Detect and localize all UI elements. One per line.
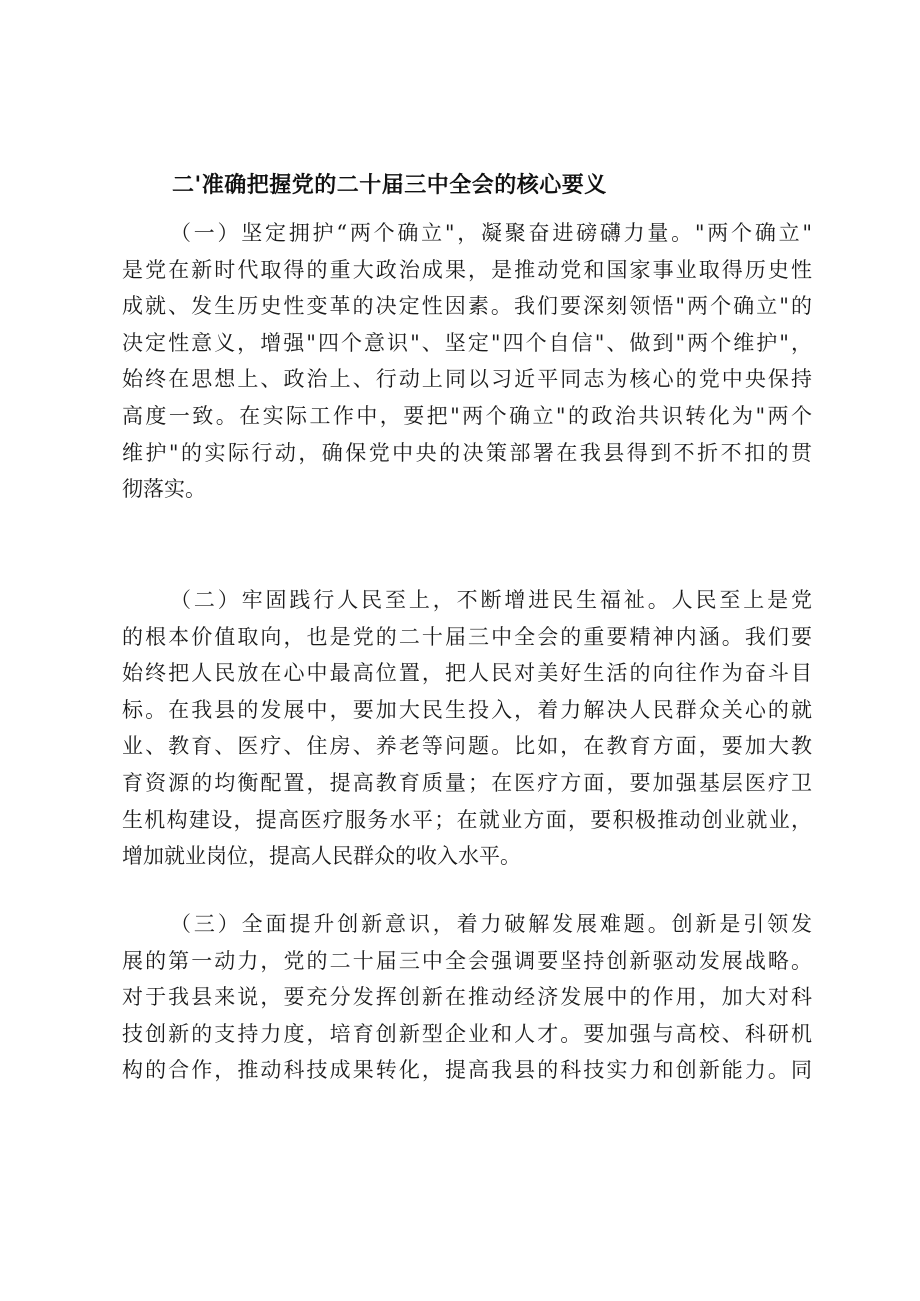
paragraph-line: 决定性意义，增强"四个意识"、坚定"四个自信"、做到"两个维护"， xyxy=(122,330,812,355)
paragraph-1 xyxy=(122,215,812,508)
paragraph-line: 展的第一动力，党的二十届三中全会强调要坚持创新驱动发展战略。 xyxy=(122,948,812,973)
paragraph-line: （一）坚定拥护“两个确立"，凝聚奋进磅礴力量。"两个确立" xyxy=(170,221,812,245)
paragraph-line: 高度一致。在实际工作中，要把"两个确立"的政治共识转化为"两个 xyxy=(122,403,812,428)
paragraph-line: （二）牢固践行人民至上，不断增进民生福祉。人民至上是党 xyxy=(170,588,812,612)
paragraph-line: 增加就业岗位，提高人民群众的收入水平。 xyxy=(122,844,521,869)
paragraph-line: 维护"的实际行动，确保党中央的决策部署在我县得到不折不扣的贯 xyxy=(122,440,812,465)
paragraph-line: 对于我县来说，要充分发挥创新在推动经济发展中的作用，加大对科 xyxy=(122,985,812,1010)
paragraph-line: 业、教育、医疗、住房、养老等问题。比如，在教育方面，要加大教 xyxy=(122,734,812,759)
paragraph-3 xyxy=(122,906,812,1089)
paragraph-line: 始终把人民放在心中最高位置，把人民对美好生活的向往作为奋斗目 xyxy=(122,661,812,686)
section-heading: 二'准确把握党的二十届三中全会的核心要义 xyxy=(172,173,607,198)
paragraph-line: 的根本价值取向，也是党的二十届三中全会的重要精神内涵。我们要 xyxy=(122,624,812,649)
paragraph-line: 技创新的支持力度，培育创新型企业和人才。要加强与高校、科研机 xyxy=(122,1021,812,1046)
paragraph-line: 成就、发生历史性变革的决定性因素。我们要深刻领悟"两个确立"的 xyxy=(122,294,812,319)
paragraph-line: （三）全面提升创新意识，着力破解发展难题。创新是引领发 xyxy=(170,912,812,936)
paragraph-line: 构的合作，推动科技成果转化，提高我县的科技实力和创新能力。同 xyxy=(122,1058,812,1083)
paragraph-line: 彻落实。 xyxy=(122,477,206,502)
paragraph-line: 生机构建设，提高医疗服务水平；在就业方面，要积极推动创业就业， xyxy=(122,807,812,832)
paragraph-line: 始终在思想上、政治上、行动上同以习近平同志为核心的党中央保持 xyxy=(122,367,812,392)
paragraph-line: 是党在新时代取得的重大政治成果，是推动党和国家事业取得历史性 xyxy=(122,257,812,282)
paragraph-line: 标。在我县的发展中，要加大民生投入，着力解决人民群众关心的就 xyxy=(122,697,812,722)
paragraph-line: 育资源的均衡配置，提高教育质量；在医疗方面，要加强基层医疗卫 xyxy=(122,770,812,795)
paragraph-2 xyxy=(122,582,812,875)
